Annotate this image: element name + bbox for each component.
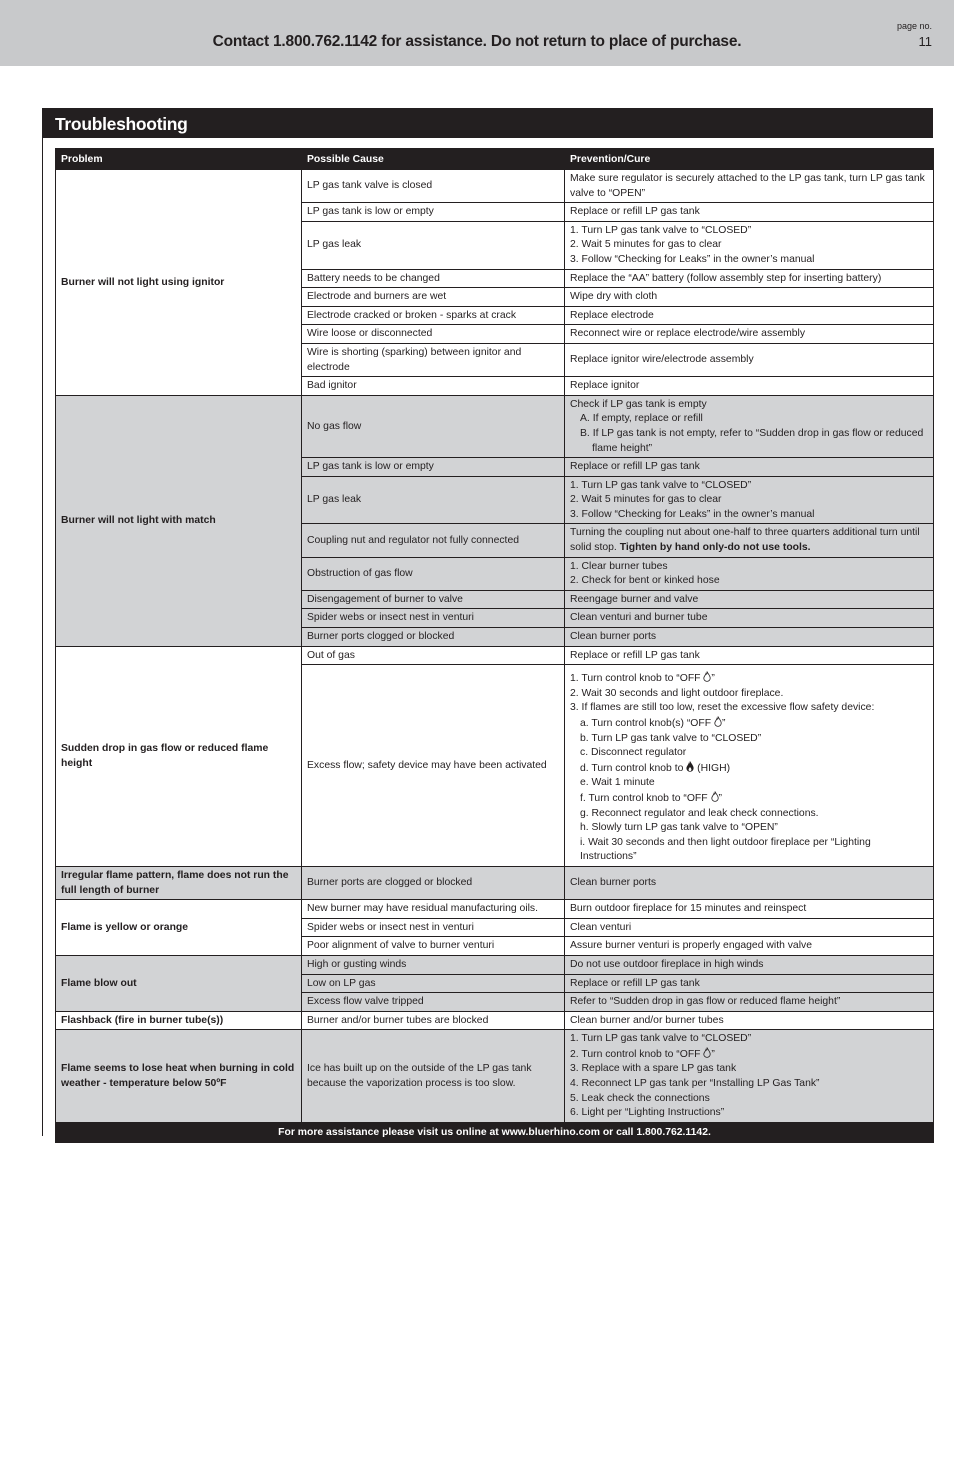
problem-cell: Burner will not light with match xyxy=(56,395,302,646)
cure-step: 2. Wait 5 minutes for gas to clear xyxy=(570,494,722,506)
cause-cell: LP gas leak xyxy=(302,476,565,524)
column-header-problem: Problem xyxy=(56,149,302,170)
cure-step: flame height” xyxy=(592,442,653,454)
cure-cell xyxy=(565,557,934,590)
cure-step: i. Wait 30 seconds and then light outdoor fireplace per “Lighting Instructions” xyxy=(580,836,871,863)
left-margin-rule xyxy=(42,108,43,1136)
cure-step xyxy=(570,716,928,732)
cure-text: a. Turn control knob(s) “OFF xyxy=(580,718,714,729)
table-row xyxy=(56,646,934,665)
cure-cell xyxy=(565,524,934,557)
cure-step: 2. Check for bent or kinked hose xyxy=(570,575,720,587)
cure-step: 2. Wait 30 seconds and light outdoor fireplace. xyxy=(570,687,784,699)
cause-cell: Poor alignment of valve to burner venturi xyxy=(302,937,565,956)
cure-step: 2. Wait 5 minutes for gas to clear xyxy=(570,239,722,251)
cure-cell: Replace the “AA” battery (follow assembly step for inserting battery) xyxy=(565,269,934,288)
cause-cell: LP gas tank is low or empty xyxy=(302,203,565,222)
cause-cell: Spider webs or insect nest in venturi xyxy=(302,609,565,628)
cure-step: A. If empty, replace or refill xyxy=(580,413,703,425)
cure-text: ” xyxy=(721,718,726,729)
cure-cell xyxy=(565,221,934,269)
cure-step: 1. Turn LP gas tank valve to “CLOSED” xyxy=(570,1033,752,1045)
cure-cell: Clean burner ports xyxy=(565,628,934,647)
cause-cell: LP gas leak xyxy=(302,221,565,269)
cause-cell: Battery needs to be changed xyxy=(302,269,565,288)
table-row xyxy=(56,1030,934,1123)
cure-step: 1. Turn LP gas tank valve to “CLOSED” xyxy=(570,479,752,491)
cure-text: solid stop. xyxy=(570,542,617,554)
cause-cell: Excess flow valve tripped xyxy=(302,993,565,1012)
cause-cell: Wire loose or disconnected xyxy=(302,325,565,344)
column-header-cure: Prevention/Cure xyxy=(565,149,934,170)
cause-cell: Bad ignitor xyxy=(302,377,565,396)
problem-cell: Burner will not light using ignitor xyxy=(56,170,302,396)
cure-step: g. Reconnect regulator and leak check connections. xyxy=(580,807,819,819)
cure-step: h. Slowly turn LP gas tank valve to “OPEN” xyxy=(580,822,778,834)
flame-off-icon xyxy=(714,716,722,727)
contact-banner-text: Contact 1.800.762.1142 for assistance. Do not return to place of purchase. xyxy=(212,33,742,50)
cure-step: 6. Light per “Lighting Instructions” xyxy=(570,1107,725,1119)
cure-step: 1. Turn LP gas tank valve to “CLOSED” xyxy=(570,224,752,236)
table-row xyxy=(56,866,934,899)
cure-step xyxy=(570,671,928,687)
cure-cell: Refer to “Sudden drop in gas flow or reduced flame height” xyxy=(565,993,934,1012)
cure-step: c. Disconnect regulator xyxy=(580,747,687,759)
cure-step xyxy=(570,1047,928,1063)
cause-cell: Burner and/or burner tubes are blocked xyxy=(302,1011,565,1030)
cure-cell: Replace or refill LP gas tank xyxy=(565,974,934,993)
cure-cell xyxy=(565,665,934,867)
cure-step: Turning the coupling nut about one-half to three quarters additional turn until xyxy=(570,527,920,539)
cause-cell: Out of gas xyxy=(302,646,565,665)
cure-step: 3. If flames are still too low, reset the excessive flow safety device: xyxy=(570,702,875,714)
cure-cell: Reengage burner and valve xyxy=(565,590,934,609)
cause-cell: Obstruction of gas flow xyxy=(302,557,565,590)
cure-cell xyxy=(565,476,934,524)
cause-cell: New burner may have residual manufacturing oils. xyxy=(302,900,565,919)
problem-cell: Flame is yellow or orange xyxy=(56,900,302,956)
cure-step xyxy=(570,541,928,556)
cure-text: ” xyxy=(718,792,722,804)
cure-step xyxy=(570,761,928,777)
cause-cell: Burner ports are clogged or blocked xyxy=(302,866,565,899)
problem-cell: Flame seems to lose heat when burning in cold weather - temperature below 50ºF xyxy=(56,1030,302,1123)
cure-step: 5. Leak check the connections xyxy=(570,1092,710,1104)
cure-text: 1. Turn control knob to “OFF xyxy=(570,673,704,685)
cure-cell: Clean burner ports xyxy=(565,866,934,899)
cure-cell xyxy=(565,1030,934,1123)
cure-step: 4. Reconnect LP gas tank per “Installing LP Gas Tank” xyxy=(570,1078,820,1090)
cure-text: ” xyxy=(711,1048,715,1060)
section-title-bar xyxy=(43,108,933,138)
cure-cell: Clean venturi and burner tube xyxy=(565,609,934,628)
cure-cell: Replace or refill LP gas tank xyxy=(565,646,934,665)
cure-cell: Replace or refill LP gas tank xyxy=(565,458,934,477)
cure-text: 2. Turn control knob to “OFF xyxy=(570,1048,704,1060)
cure-text: (HIGH) xyxy=(694,762,731,774)
cause-cell: Disengagement of burner to valve xyxy=(302,590,565,609)
problem-cell: Flame blow out xyxy=(56,955,302,1011)
cure-warning: Tighten by hand only-do not use tools. xyxy=(619,542,811,554)
table-footer-row xyxy=(56,1122,934,1143)
cure-text: f. Turn control knob to “OFF xyxy=(580,792,711,804)
page-number: 11 xyxy=(918,34,932,49)
problem-cell: Sudden drop in gas flow or reduced flame height xyxy=(56,646,302,866)
table-row xyxy=(56,900,934,919)
assistance-footer: For more assistance please visit us online at www.bluerhino.com or call 1.800.762.1142. xyxy=(56,1122,934,1143)
cure-cell: Assure burner venturi is properly engaged with valve xyxy=(565,937,934,956)
column-header-cause: Possible Cause xyxy=(302,149,565,170)
cure-cell: Clean burner and/or burner tubes xyxy=(565,1011,934,1030)
problem-cell: Irregular flame pattern, flame does not run the full length of burner xyxy=(56,866,302,899)
table-row xyxy=(56,395,934,457)
cause-cell: Low on LP gas xyxy=(302,974,565,993)
cure-step: 3. Follow “Checking for Leaks” in the owner’s manual xyxy=(570,253,815,265)
cure-cell: Replace ignitor wire/electrode assembly xyxy=(565,343,934,376)
cause-cell: Burner ports clogged or blocked xyxy=(302,628,565,647)
cure-cell: Clean venturi xyxy=(565,918,934,937)
table-row xyxy=(56,1011,934,1030)
cure-cell: Wipe dry with cloth xyxy=(565,288,934,307)
cause-cell: Excess flow; safety device may have been activated xyxy=(302,665,565,867)
flame-off-icon xyxy=(711,791,719,802)
cure-step: b. Turn LP gas tank valve to “CLOSED” xyxy=(580,732,762,744)
troubleshooting-table xyxy=(55,148,934,1143)
cure-step: B. If LP gas tank is not empty, refer to “Sudden drop in gas flow or reduced xyxy=(580,427,924,439)
cause-cell: Electrode cracked or broken - sparks at crack xyxy=(302,306,565,325)
cure-cell: Replace electrode xyxy=(565,306,934,325)
cause-cell: Electrode and burners are wet xyxy=(302,288,565,307)
problem-cell: Flashback (fire in burner tube(s)) xyxy=(56,1011,302,1030)
cure-step: 3. Follow “Checking for Leaks” in the owner’s manual xyxy=(570,508,815,520)
cure-cell: Replace or refill LP gas tank xyxy=(565,203,934,222)
cause-cell: Ice has built up on the outside of the LP gas tank because the vaporization process is too slow. xyxy=(302,1030,565,1123)
cure-step xyxy=(570,791,928,807)
cure-step: 3. Replace with a spare LP gas tank xyxy=(570,1063,737,1075)
page-number-label: page no. xyxy=(896,21,932,31)
cause-cell: LP gas tank is low or empty xyxy=(302,458,565,477)
cause-cell: Wire is shorting (sparking) between ignitor and electrode xyxy=(302,343,565,376)
cure-cell: Reconnect wire or replace electrode/wire assembly xyxy=(565,325,934,344)
cure-step: e. Wait 1 minute xyxy=(580,777,655,789)
cause-cell: No gas flow xyxy=(302,395,565,457)
cure-cell xyxy=(565,395,934,457)
cure-cell: Burn outdoor fireplace for 15 minutes and reinspect xyxy=(565,900,934,919)
cause-cell: Spider webs or insect nest in venturi xyxy=(302,918,565,937)
cure-cell: Do not use outdoor fireplace in high winds xyxy=(565,955,934,974)
table-header-row xyxy=(56,149,934,170)
cause-cell: High or gusting winds xyxy=(302,955,565,974)
cure-cell: Replace ignitor xyxy=(565,377,934,396)
cause-cell: LP gas tank valve is closed xyxy=(302,170,565,203)
cause-cell: Coupling nut and regulator not fully connected xyxy=(302,524,565,557)
cure-step: Check if LP gas tank is empty xyxy=(570,398,707,410)
table-row xyxy=(56,170,934,203)
cure-cell: Make sure regulator is securely attached to the LP gas tank, turn LP gas tank valve to “OPEN” xyxy=(565,170,934,203)
cure-text: d. Turn control knob to xyxy=(580,762,687,774)
cure-step: 1. Clear burner tubes xyxy=(570,560,668,572)
table-row xyxy=(56,955,934,974)
cure-text: ” xyxy=(711,673,715,685)
section-title: Troubleshooting xyxy=(55,114,188,134)
